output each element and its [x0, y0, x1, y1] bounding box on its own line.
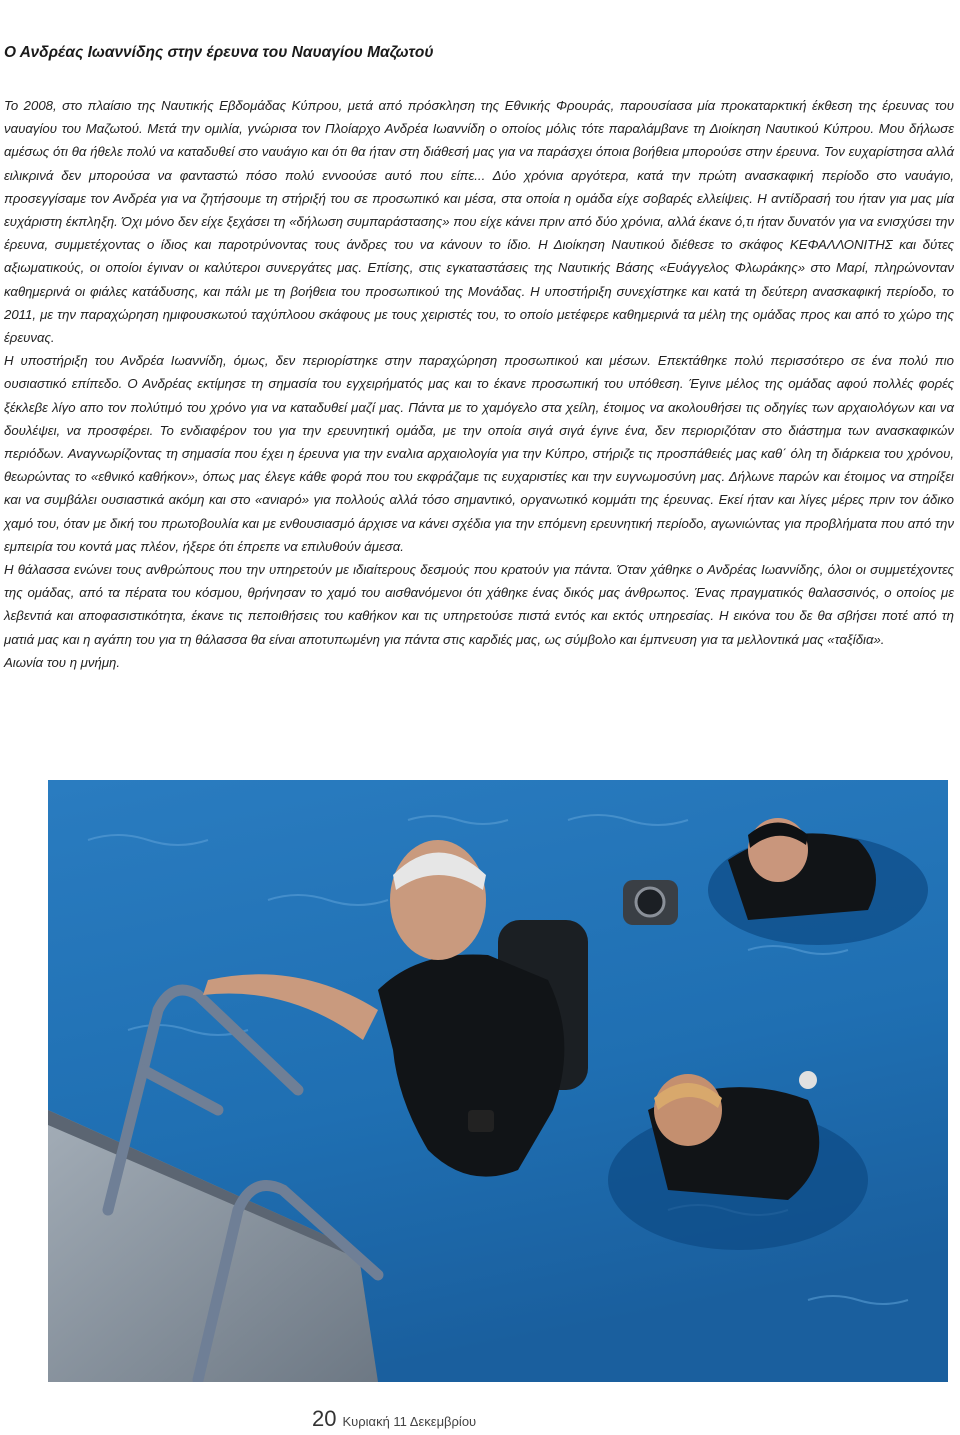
issue-date: Κυριακή 11 Δεκεμβρίου — [342, 1414, 477, 1429]
article-body — [4, 94, 954, 674]
divers-photo — [48, 780, 948, 1382]
dive-watch — [468, 1110, 494, 1132]
paragraph-2: Η υποστήριξη του Ανδρέα Ιωαννίδη, όμως, δεν περιορίστηκε στην παραχώρηση προσωπικού και μέσων. Επεκτάθηκε πολύ περισσότερο σε ένα πολύ πιο ουσιαστικό επίπεδο. Ο Ανδρέας εκτίμησε τη σημασία του εγχειρήματός μας και το έκανε προσωπική του υπόθεση. Έγινε μέλος της ομάδας αφού πολλές φορές ξέκλεβε λίγο απο τον πολύτιμό του χρόνο για να καταδυθεί μαζί μας. Πάντα με το χαμόγελο στα χείλη, έτοιμος να ακολουθήσει τις οδηγίες των αρχαιολόγων και να δουλέψει, να προσφέρει. Το ενδιαφέρον του για την ερευνητική ομάδα, με την οποία σιγά σιγά έγινε ένα, δεν περιοριζόταν στο διάστημα των ανασκαφικών περιόδων. Αναγνωρίζοντας τη σημασία που έχει η έρευνα για την εναλια αρχαιολογία για την Κύπρο, στήριζε τις προσπάθειές μας καθ΄ όλη τη διάρκεια του χρόνου, θεωρώντας το «εθνικό καθήκον», όπως μας έλεγε κάθε φορά που του εκφράζαμε τις ευχαριστίες και την ευγνωμοσύνη μας. Δήλωνε παρών και έτοιμος να στηρίξει και να συμβάλει ουσιαστικά ακόμη και στο «ανιαρό» για πολλούς αλλά τόσο σημαντικό, οργανωτικό κομμάτι της έρευνας. Εκεί ήταν και λίγες μέρες πριν τον άδικο χαμό του, όταν με δική του πρωτοβουλία και με ενθουσιασμό άρχισε να κάνει σχέδια για την επόμενη ερευνητική περίοδο, αγωνιώντας για προβλήματα που από την εμπειρία του κοντά μας πλέον, ήξερε ότι έπρεπε να επιλυθούν άμεσα. — [4, 353, 954, 554]
paragraph-4: Αιωνία του η μνήμη. — [4, 654, 121, 670]
paragraph-1: Το 2008, στο πλαίσιο της Ναυτικής Εβδομάδας Κύπρου, μετά από πρόσκληση της Εθνικής Φρουράς, παρουσίασα μία προκαταρκτική έκθεση της έρευνας του ναυαγίου του Μαζωτού. Μετά την ομιλία, γνώρισα τον Πλοίαρχο Ανδρέα Ιωαννίδη ο οποίος μόλις τότε παραλάμβανε τη Διοίκηση Ναυτικού Κύπρου. Μου δήλωσε αμέσως ότι θα ήθελε πολύ να καταδυθεί στο ναυάγιο και ότι θα ήταν στη διάθεσή μας για να παράσχει όποια βοήθεια μπορούσε στην έρευνα. Τον ευχαρίστησα αλλά ειλικρινά δεν μπορούσα να φανταστώ πόσο πολύ εννοούσε αυτό που είπε... Δύο χρόνια αργότερα, κατά την πρώτη ανασκαφική περίοδο στο ναυάγιο, προσεγγίσαμε τον Ανδρέα για να ζητήσουμε τη στήριξή του σε προσωπικό και μέσα, στα οποία η ομάδα είχε σοβαρές ελλείψεις. Η αντίδρασή του ήταν για μας μία ευχάριστη έκπληξη. Όχι μόνο δεν είχε ξεχάσει τη «δήλωση συμπαράστασης» που είχε κάνει πριν από δύο χρόνια, αλλά έκανε ό,τι ήταν δυνατόν για να ενισχύσει την έρευνα, συμμετέχοντας ο ίδιος και παροτρύνοντας τους άνδρες του να κάνουν το ίδιο. Η Διοίκηση Ναυτικού διέθεσε το σκάφος ΚΕΦΑΛΛΟΝΙΤΗΣ και δύτες αξιωματικούς, οι οποίοι έγιναν οι καλύτεροι συνεργάτες μας. Επίσης, στις εγκαταστάσεις της Ναυτικής Βάσης «Ευάγγελος Φλωράκης» στο Μαρί, πληρώνονταν καθημερινά οι φιάλες κατάδυσης, και πάλι με τη βοήθεια του προσωπικού της Μονάδας. Η υποστήριξη συνεχίστηκε και κατά τη δεύτερη ανασκαφική περίοδο, το 2011, με την παραχώρηση ημιφουσκωτού ταχύπλοου σκάφους με τους χειριστές του, το οποίο μετέφερε καθημερινά τα μέλη της ομάδας προς και από το χώρο της έρευνας. — [4, 98, 954, 346]
divers-photo-illustration — [48, 780, 948, 1382]
page-number: 20 — [312, 1406, 337, 1431]
article-title: Ο Ανδρέας Ιωαννίδης στην έρευνα του Ναυαγίου Μαζωτού — [4, 44, 434, 61]
page-footer — [312, 1406, 476, 1432]
paragraph-3: Η θάλασσα ενώνει τους ανθρώπους που την υπηρετούν με ιδιαίτερους δεσμούς που κρατούν για πάντα. Όταν χάθηκε ο Ανδρέας Ιωαννίδης, όλοι οι συμμετέχοντες της ομάδας, από τα πέρατα του κόσμου, θρήνησαν το χαμό του αισθανόμενοι ότι χάθηκε ένας δικός μας άνθρωπος. Ένας πραγματικός θαλασσινός, ο οποίος με λεβεντιά και αποφασιστικότητα, έκανε τις πεποιθήσεις του καθήκον και τις υπηρετούσε πιστά εντός και εκτός υπηρεσίας. Η εικόνα του δε θα σβήσει ποτέ από τη ματιά μας και η αγάπη του για τη θάλασσα θα είναι αποτυπωμένη για πάντα στις καρδιές μας, ως σύμβολο και έμπνευση για τα μελλοντικά μας «ταξίδια». — [4, 562, 954, 647]
